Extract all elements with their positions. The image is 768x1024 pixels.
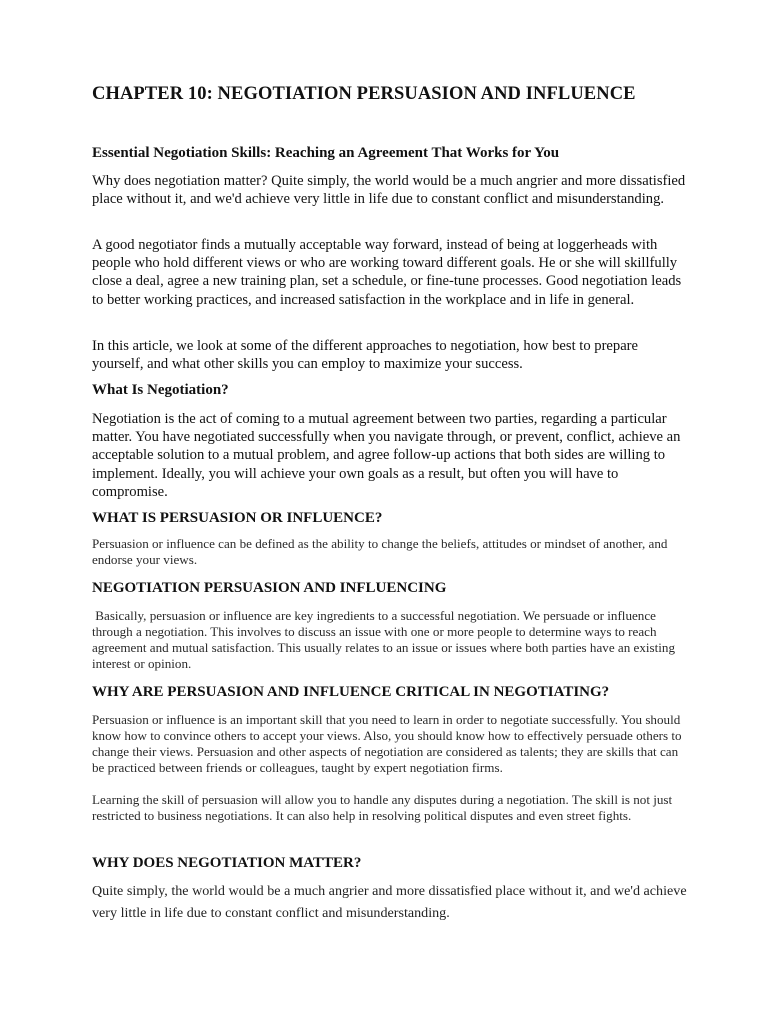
paragraph-persuasion-critical-1: Persuasion or influence is an important skill that you need to learn in order to negotiate successfully. You should know how to convince others to accept your views. Also, you should know how to effectively persuade others to change their views. Persuasion and other aspects of negotiation are considered as talents; they are skills that can be practiced between friends or colleagues, taught by expert negotiation firms.	[92, 712, 682, 776]
persuasion-critical-heading: WHY ARE PERSUASION AND INFLUENCE CRITICAL IN NEGOTIATING?	[92, 684, 610, 700]
negotiation-persuasion-influencing-heading: NEGOTIATION PERSUASION AND INFLUENCING	[92, 580, 447, 596]
paragraph-negotiation-definition: Negotiation is the act of coming to a mutual agreement between two parties, regarding a particular matter. You have negotiated successfully when you navigate through, or prevent, conflict, achieve an acceptable solution to a mutual problem, and agree follow-up actions that both sides are willing to implement. Ideally, you will achieve your own goals as a result, but often you will have to compromise.	[92, 411, 681, 500]
what-is-negotiation-heading: What Is Negotiation?	[92, 382, 229, 398]
why-negotiation-matters-heading: WHY DOES NEGOTIATION MATTER?	[92, 855, 362, 871]
paragraph-negotiation-persuasion-influencing: Basically, persuasion or influence are key ingredients to a successful negotiation. We persuade or influence through a negotiation. This involves to discuss an issue with one or more people to determine ways to reach agreement and mutual satisfaction. This usually relates to an issue or issues where both parties have an existing interest or opinion.	[92, 608, 679, 672]
paragraph-why-negotiation-matters: Why does negotiation matter? Quite simply, the world would be a much angrier and more dissatisfied place without it, and we'd achieve very little in life due to constant conflict and misunderstanding.	[92, 173, 686, 208]
paragraph-good-negotiator: A good negotiator finds a mutually acceptable way forward, instead of being at loggerheads with people who hold different views or who are working toward different goals. He or she will skillfully close a deal, agree a new training plan, set a schedule, or fine-tune processes. Good negotiation leads to better working practices, and increased satisfaction in the workplace and in life in general.	[92, 237, 682, 308]
persuasion-heading: WHAT IS PERSUASION OR INFLUENCE?	[92, 510, 383, 526]
chapter-title: CHAPTER 10: NEGOTIATION PERSUASION AND INFLUENCE	[92, 84, 636, 104]
essential-skills-heading: Essential Negotiation Skills: Reaching an Agreement That Works for You	[92, 145, 560, 161]
paragraph-why-negotiation-matters-repeat: Quite simply, the world would be a much angrier and more dissatisfied place without it, and we'd achieve very little in life due to constant conflict and misunderstanding.	[92, 883, 687, 921]
paragraph-persuasion-critical-2: Learning the skill of persuasion will allow you to handle any disputes during a negotiation. The skill is not just restricted to business negotiations. It can also help in resolving political disputes and even street fights.	[92, 792, 673, 824]
paragraph-persuasion-definition: Persuasion or influence can be defined as the ability to change the beliefs, attitudes or mindset of another, and endorse your views.	[92, 536, 668, 568]
paragraph-this-article: In this article, we look at some of the different approaches to negotiation, how best to prepare yourself, and what other skills you can employ to maximize your success.	[92, 338, 639, 373]
